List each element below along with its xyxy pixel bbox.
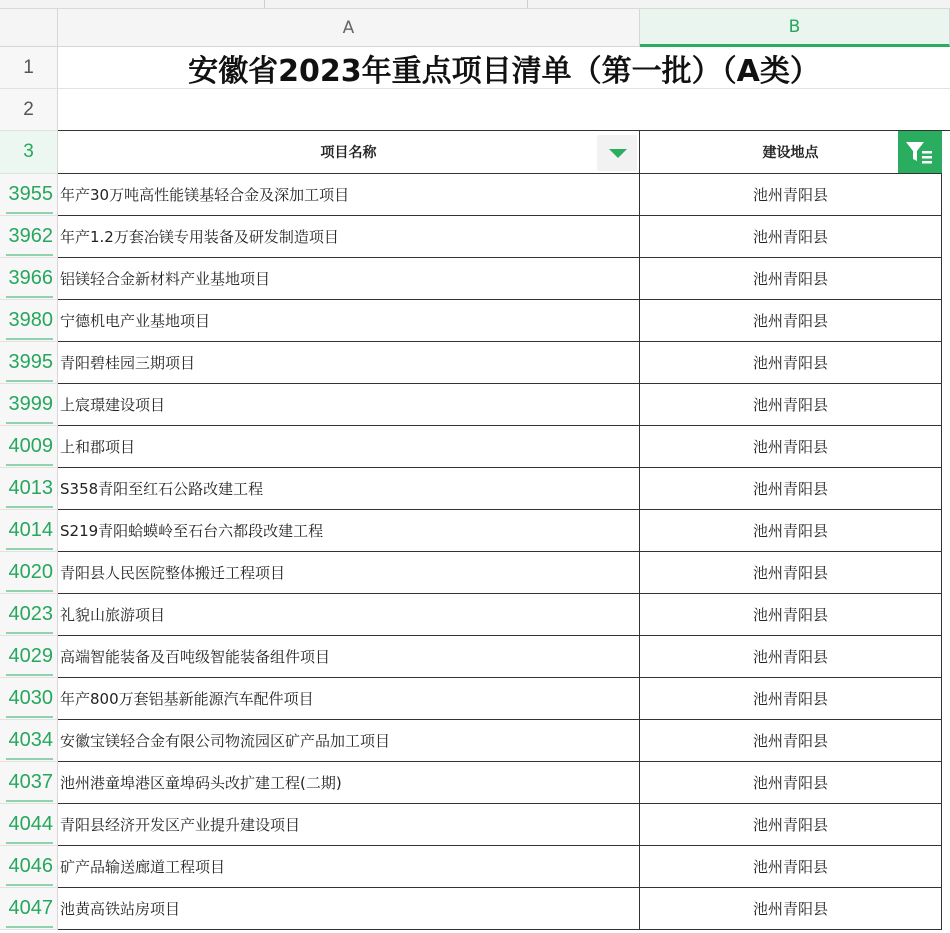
row-number[interactable]: 4013 <box>0 468 58 510</box>
row-number[interactable]: 3966 <box>0 258 58 300</box>
dropdown-arrow-icon[interactable] <box>597 135 637 171</box>
divider <box>264 0 265 8</box>
cell-location[interactable]: 池州青阳县 <box>640 804 942 846</box>
cell-location[interactable]: 池州青阳县 <box>640 426 942 468</box>
divider <box>527 0 528 8</box>
row-number[interactable]: 4047 <box>0 888 58 930</box>
cell-project-name[interactable]: 宁德机电产业基地项目 <box>58 300 640 342</box>
cell-project-name[interactable]: S358青阳至红石公路改建工程 <box>58 468 640 510</box>
cell-location[interactable]: 池州青阳县 <box>640 468 942 510</box>
cell-project-name[interactable]: 安徽宝镁轻合金有限公司物流园区矿产品加工项目 <box>58 720 640 762</box>
row-number[interactable]: 3955 <box>0 174 58 216</box>
row-number[interactable]: 3 <box>0 131 58 174</box>
cell-project-name[interactable]: 高端智能装备及百吨级智能装备组件项目 <box>58 636 640 678</box>
row-number[interactable]: 3999 <box>0 384 58 426</box>
cell-location[interactable]: 池州青阳县 <box>640 888 942 930</box>
select-all-corner[interactable] <box>0 9 58 47</box>
cell-project-name[interactable]: 年产800万套铝基新能源汽车配件项目 <box>58 678 640 720</box>
cell-location[interactable]: 池州青阳县 <box>640 762 942 804</box>
column-header-a[interactable]: A <box>58 9 640 47</box>
cell-location[interactable]: 池州青阳县 <box>640 510 942 552</box>
filter-icon[interactable] <box>898 131 942 173</box>
row-number[interactable]: 4030 <box>0 678 58 720</box>
cell-project-name[interactable]: S219青阳蛤蟆岭至石台六都段改建工程 <box>58 510 640 552</box>
cell-project-name[interactable]: 年产30万吨高性能镁基轻合金及深加工项目 <box>58 174 640 216</box>
row-number[interactable]: 3980 <box>0 300 58 342</box>
row-number[interactable]: 4034 <box>0 720 58 762</box>
cell-location[interactable]: 池州青阳县 <box>640 720 942 762</box>
cell-location[interactable]: 池州青阳县 <box>640 258 942 300</box>
row-number[interactable]: 2 <box>0 89 58 131</box>
cell-location[interactable]: 池州青阳县 <box>640 846 942 888</box>
row-number[interactable]: 4009 <box>0 426 58 468</box>
row-number[interactable]: 4029 <box>0 636 58 678</box>
cell-project-name[interactable]: 青阳碧桂园三期项目 <box>58 342 640 384</box>
right-gutter <box>942 131 950 933</box>
empty-row[interactable] <box>58 89 950 131</box>
row-number[interactable]: 4020 <box>0 552 58 594</box>
cell-project-name[interactable]: 池州港童埠港区童埠码头改扩建工程(二期) <box>58 762 640 804</box>
cell-project-name[interactable]: 上和郡项目 <box>58 426 640 468</box>
row-number[interactable]: 4037 <box>0 762 58 804</box>
cell-project-name[interactable]: 青阳县人民医院整体搬迁工程项目 <box>58 552 640 594</box>
cell-project-name[interactable]: 池黄高铁站房项目 <box>58 888 640 930</box>
cell-project-name[interactable]: 上宸璟建设项目 <box>58 384 640 426</box>
cell-project-name[interactable]: 矿产品输送廊道工程项目 <box>58 846 640 888</box>
cell-location[interactable]: 池州青阳县 <box>640 552 942 594</box>
cell-location[interactable]: 池州青阳县 <box>640 300 942 342</box>
cell-project-name[interactable]: 礼貌山旅游项目 <box>58 594 640 636</box>
cell-location[interactable]: 池州青阳县 <box>640 342 942 384</box>
row-number[interactable]: 4023 <box>0 594 58 636</box>
row-number[interactable]: 4044 <box>0 804 58 846</box>
cell-location[interactable]: 池州青阳县 <box>640 594 942 636</box>
row-number[interactable]: 4046 <box>0 846 58 888</box>
row-number[interactable]: 4014 <box>0 510 58 552</box>
row-number[interactable]: 3962 <box>0 216 58 258</box>
cell-location[interactable]: 池州青阳县 <box>640 636 942 678</box>
row-number[interactable]: 1 <box>0 47 58 89</box>
sheet-title[interactable]: 安徽省2023年重点项目清单（第一批）（A类） <box>58 47 950 89</box>
header-location[interactable]: 建设地点 <box>640 131 942 174</box>
top-strip <box>0 0 950 9</box>
column-header-b[interactable]: B <box>640 9 950 47</box>
row-number[interactable]: 3995 <box>0 342 58 384</box>
cell-location[interactable]: 池州青阳县 <box>640 174 942 216</box>
cell-location[interactable]: 池州青阳县 <box>640 216 942 258</box>
cell-project-name[interactable]: 铝镁轻合金新材料产业基地项目 <box>58 258 640 300</box>
cell-project-name[interactable]: 年产1.2万套冶镁专用装备及研发制造项目 <box>58 216 640 258</box>
cell-project-name[interactable]: 青阳县经济开发区产业提升建设项目 <box>58 804 640 846</box>
header-project-name[interactable]: 项目名称 <box>58 131 640 174</box>
cell-location[interactable]: 池州青阳县 <box>640 678 942 720</box>
cell-location[interactable]: 池州青阳县 <box>640 384 942 426</box>
